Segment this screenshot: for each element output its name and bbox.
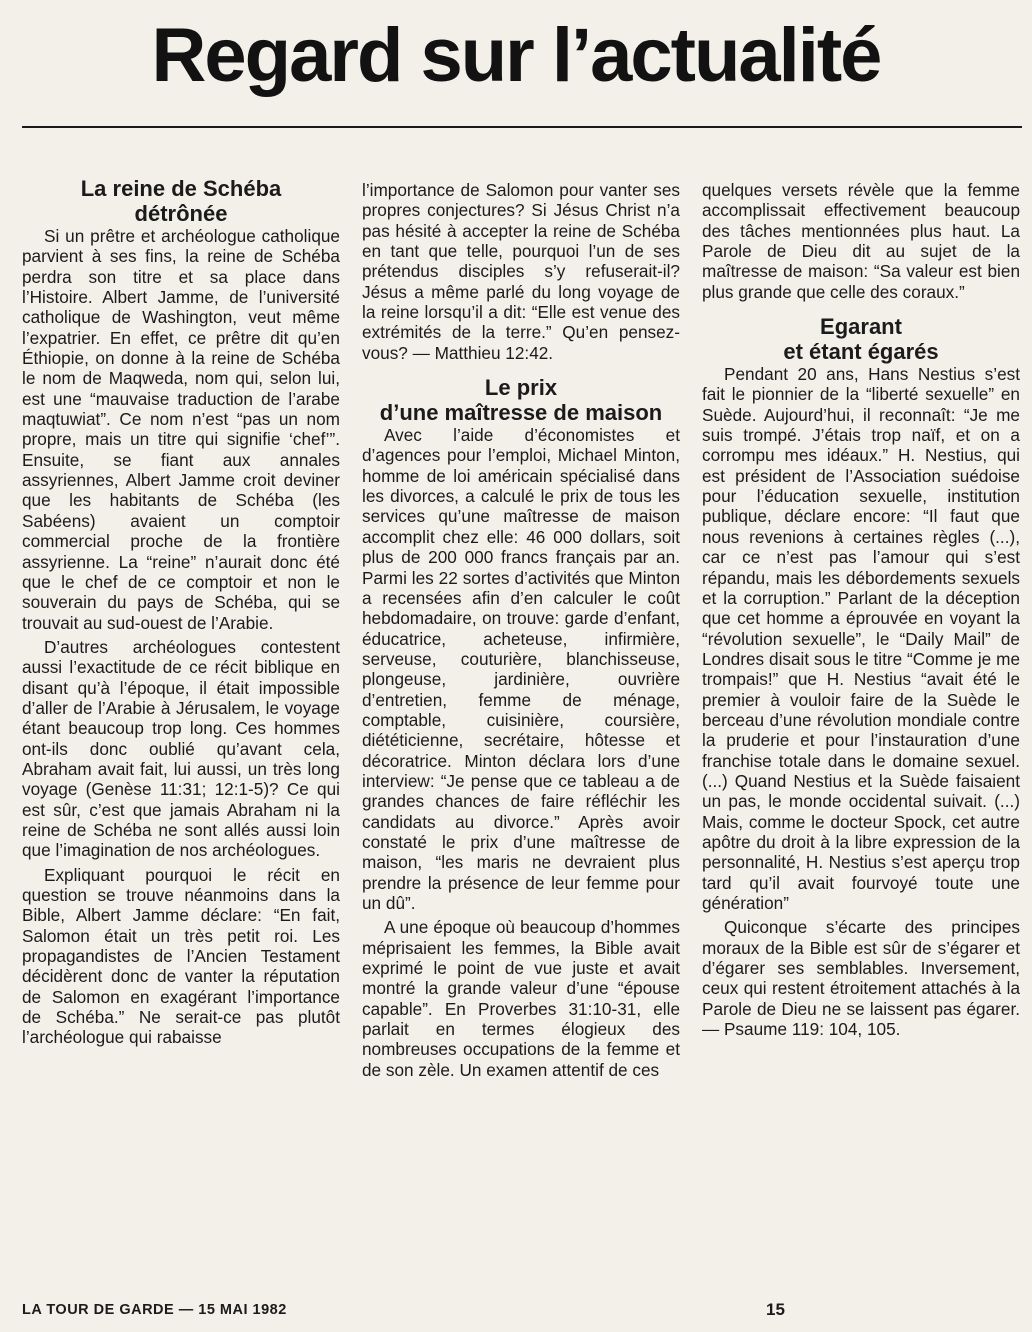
paragraph-continued: quelques versets révèle que la femme accomplissait effectivement beaucoup des tâches mentionnées plus haut. La Parole de Dieu dit au sujet de la maîtresse de maison: “Sa valeur est bien plus grande que celle des coraux.” [702,180,1020,302]
article-title-sheba [22,176,340,226]
paragraph: Avec l’aide d’économistes et d’agences pour l’emploi, Michael Minton, homme de loi américain spécialisé dans les divorces, a calculé le prix de tous les services qu’une maîtresse de maison accomplit chez elle: 46 000 dollars, soit plus de 200 000 francs français par an. Parmi les 22 sortes d’activités que Minton a recensées afin d’en calculer le coût hebdomadaire, on trouve: garde d’enfant, éducatrice, acheteuse, infirmière, serveuse, couturière, blanchisseuse, plongeuse, jardinière, ouvrière d’entretien, femme de ménage, comptable, cuisinière, coursière, diététicienne, secrétaire, hôtesse et décoratrice. Minton déclara lors d’une interview: “Je pense que ce tableau a de grandes chances de faire réfléchir les candidats au divorce.” Après avoir constaté le prix d’une maîtresse de maison, “les maris ne devraient plus prendre la présence de leur femme pour un dû”. [362,425,680,913]
paragraph: Expliquant pourquoi le récit en question se trouve néanmoins dans la Bible, Albert Jamme déclare: “En fait, Salomon était un très petit roi. Les propagandistes de l’Ancien Testament décidèrent donc de vanter la réputation de Salomon en exagérant l’importance de Schéba.” Ne serait-ce pas plutôt l’archéologue qui rabaisse [22,864,340,1048]
article-title-line: détrônée [134,201,228,226]
paragraph: D’autres archéologues contestent aussi l’exactitude de ce récit biblique en disant qu’à l’époque, il était impossible d’aller de l’Arabie à Jérusalem, le voyage étant beaucoup trop long. Ces hommes ont-ils donc oublié qu’avant cela, Abraham avait fait, lui aussi, un très long voyage (Genèse 11:31; 12:1-5)? Ce qui est sûr, c’est que jamais Abraham ni la reine de Schéba ne sont allés aussi loin que l’imagination de nos archéologues. [22,636,340,861]
page-title: Regard sur l’actualité [151,13,881,98]
column-1 [22,176,340,1288]
paragraph: Pendant 20 ans, Hans Nestius s’est fait le pionnier de la “liberté sexuelle” en Suède. Aujourd’hui, il reconnaît: “Je me suis trompé. J’étais trop naïf, et on a corrompu mes idéaux.” H. Nestius, qui est président de l’Association suédoise pour l’éducation sexuelle, institution publique, déclare encore: “Il faut que nous revenions à certaines règles (...), car ce n’est pas l’amour qui s’est répandu, mais les débordements sexuels et la corruption.” Parlant de la déception que cet homme a éprouvée en voyant la “révolution sexuelle”, le “Daily Mail” de Londres disait sous le titre “Comme je me trompais!” que H. Nestius “avait été le premier à vouloir faire de la Suède le berceau d’une révolution mondiale contre la pruderie et pour l’instauration d’une franchise totale dans le domaine sexuel. (...) Quand Nestius et la Suède faisaient un pas, le monde occidental suivait. (...) Mais, comme le docteur Spock, cet autre apôtre du droit à la libre expression de la personnalité, H. Nestius s’est aperçu trop tard qu’il avait fourvoyé toute une génération” [702,364,1020,913]
article-title-housewife [362,375,680,425]
article-title-misled [702,314,1020,364]
paragraph-continued: l’importance de Salomon pour vanter ses propres conjectures? Si Jésus Christ n’a pas hésité à accepter la reine de Schéba en tant que telle, pourquoi l’un de ses prétendus disciples s’y refuserait-il? Jésus a même parlé du long voyage de la reine lorsqu’il a dit: “Elle est venue des extrémités de la terre.” Qu’en pensez-vous? — Matthieu 12:42. [362,180,680,363]
paragraph: A une époque où beaucoup d’hommes méprisaient les femmes, la Bible avait exprimé le point de vue juste et avait montré la grande valeur d’une “épouse capable”. En Proverbes 31:10-31, elle parlait en termes élogieux des nombreuses occupations de la femme et de son zèle. Un examen attentif de ces [362,917,680,1080]
article-title-line: Egarant [820,314,902,340]
article-title-line: Le prix [484,375,558,401]
column-2 [362,180,680,1292]
article-title-line: et étant égarés [783,339,939,365]
paragraph: Si un prêtre et archéologue catholique parvient à ses fins, la reine de Schéba perdra son titre et sa place dans l’Histoire. Albert Jamme, de l’université catholique de Washington, veut même l’expatrier. En effet, ce prêtre dit qu’en Éthiopie, on donne à la reine de Schéba le nom de Maqweda, nom qui, selon lui, est une “mauvaise traduction de l’arabe maqtuwiat”. Ce nom n’est “pas un nom propre, mais un titre qui signifie ‘chef’”. Ensuite, se fiant aux annales assyriennes, Albert Jamme croit deviner que les habitants de Schéba (les Sabéens) avaient un comptoir commercial proche de la frontière assyrienne. La “reine” n’aurait donc été que le chef de ce comptoir et non le souverain du pays de Schéba, qui se trouvait au sud-ouest de l’Arabie. [22,226,340,633]
article-title-line: d’une maîtresse de maison [379,400,663,426]
article-title-line: La reine de Schéba [80,176,282,201]
paragraph: Quiconque s’écarte des principes moraux de la Bible est sûr de s’égarer et d’égarer ses semblables. Inversement, ceux qui restent étroitement attachés à la Parole de Dieu ne se laissent pas égarer. — Psaume 119: 104, 105. [702,917,1020,1040]
column-3 [702,180,1020,1292]
page-number: 15 [766,1300,785,1319]
title-divider [22,126,1022,128]
publication-footer: LA TOUR DE GARDE — 15 MAI 1982 [22,1302,287,1318]
